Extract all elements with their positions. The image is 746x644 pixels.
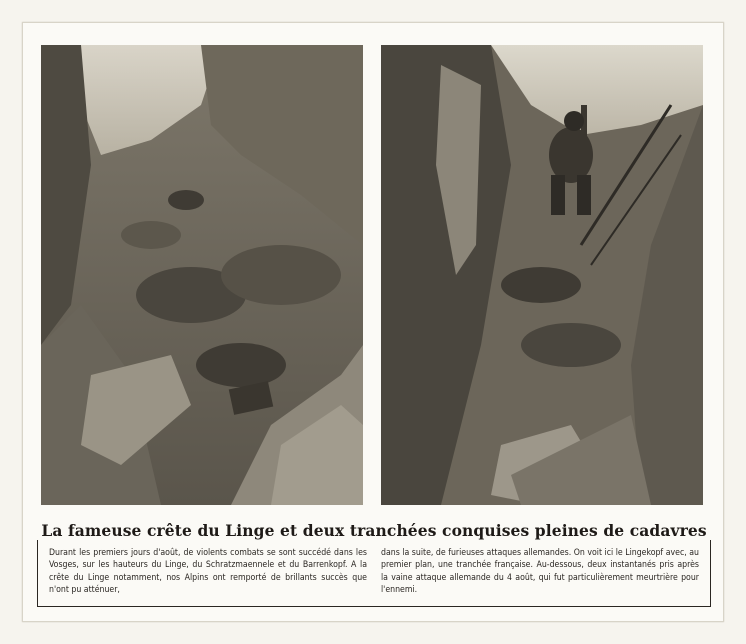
photo-right-trench — [381, 45, 703, 505]
page-sheet — [22, 22, 724, 622]
caption-box — [37, 521, 711, 607]
caption-paragraph-left: Durant les premiers jours d'août, de violents combats se sont succédé dans les Vosges, sur les hauteurs du Linge, du Schratzmaennele et du Barrenkopf. A la crête du Linge notamment, nos Alpins ont remporté de brillants succès que n'ont pu atténuer, — [49, 548, 367, 596]
trench-photo-right-image — [381, 45, 703, 505]
caption-rule-right — [710, 530, 711, 607]
trench-photo-left-image — [41, 45, 363, 505]
caption-column-right — [381, 547, 699, 597]
caption-body — [49, 547, 699, 597]
caption-column-left — [49, 547, 367, 597]
caption-rule-bottom — [37, 606, 711, 607]
caption-paragraph-right: dans la suite, de furieuses attaques allemandes. On voit ici le Lingekopf avec, au premier plan, une tranchée française. Au-dessous, deux instantanés pris après la vaine attaque allemande du 4 août, qui fut particulièrement meurtrière pour l'ennemi. — [381, 548, 699, 596]
caption-rule-left — [37, 530, 38, 607]
photo-left-trench — [41, 45, 363, 505]
caption-headline: La fameuse crête du Linge et deux tranchées conquises pleines de cadavres — [33, 521, 714, 540]
